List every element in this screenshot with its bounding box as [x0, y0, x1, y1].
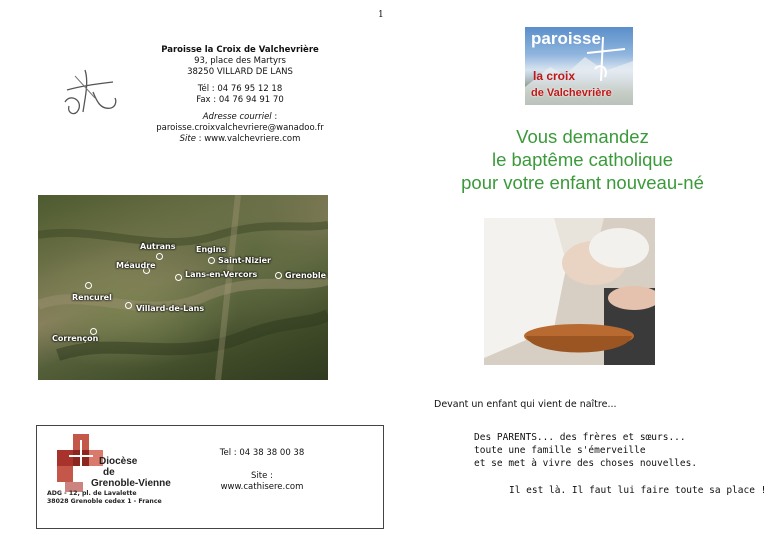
family-line-1: Des PARENTS... des frères et sœurs... [474, 432, 686, 443]
map-label-autrans: Autrans [140, 242, 176, 251]
logo-line-valchevriere: de Valchevrière [531, 87, 612, 99]
diocese-name [91, 456, 171, 489]
headline-line-1: Vous demandez [516, 126, 649, 147]
email-label: Adresse courriel [202, 112, 272, 122]
site-label: Site [179, 134, 196, 144]
parish-address-block [150, 45, 330, 145]
map-label-correncon: Corrençon [52, 334, 99, 343]
headline-line-3: pour votre enfant nouveau-né [461, 172, 704, 193]
diocese-name-line-2: de [103, 467, 115, 478]
diocese-site-label: Site : [251, 471, 273, 481]
family-line-3: et se met à vivre des choses nouvelles. [474, 458, 698, 469]
family-text [474, 431, 697, 470]
parish-email: paroisse.croixvalchevriere@wanadoo.fr [156, 123, 324, 133]
relief-texture [38, 195, 328, 380]
diocese-contact [207, 448, 317, 493]
diocese-site: www.cathisere.com [220, 482, 304, 492]
map-dot-saint-nizier [208, 257, 215, 264]
map-label-saint-nizier: Saint-Nizier [218, 256, 271, 265]
parish-fax: Fax : 04 76 94 91 70 [196, 95, 284, 105]
map-dot-autrans [156, 253, 163, 260]
headline-line-2: le baptême catholique [491, 149, 674, 170]
closing-text: Il est là. Il faut lui faire toute sa place ! [509, 485, 767, 496]
diocese-address [47, 490, 162, 506]
map-label-engins: Engins [196, 245, 227, 254]
parish-site: : www.valchevriere.com [195, 134, 301, 144]
map-dot-lans [175, 274, 182, 281]
parish-city: 38250 VILLARD DE LANS [187, 67, 293, 77]
map-label-villard: Villard-de-Lans [136, 304, 205, 313]
vercors-relief-map [38, 195, 328, 380]
email-suffix: : [271, 112, 278, 122]
baptism-photo [484, 218, 655, 365]
map-dot-grenoble [275, 272, 282, 279]
diocese-address-line-2: 38028 Grenoble cedex 1 - France [47, 498, 162, 505]
logo-line-croix: la croix [533, 69, 576, 83]
parish-logo [525, 27, 633, 105]
diocese-name-line-3: Grenoble-Vienne [91, 478, 171, 489]
map-dot-villard [125, 302, 132, 309]
family-line-2: toute une famille s'émerveille [474, 445, 646, 456]
parish-tel: Tél : 04 76 95 12 18 [197, 84, 283, 94]
parish-name: Paroisse la Croix de Valchevrière [161, 45, 319, 55]
diocese-tel: Tel : 04 38 38 00 38 [219, 448, 305, 458]
map-label-grenoble: Grenoble [285, 271, 327, 280]
diocese-name-line-1: Diocèse [99, 456, 138, 467]
page-number: 1 [378, 10, 384, 20]
map-label-rencurel: Rencurel [72, 293, 112, 302]
map-label-lans: Lans-en-Vercors [185, 270, 258, 279]
headline [420, 125, 745, 194]
map-dot-rencurel [85, 282, 92, 289]
cross-signature-icon [55, 62, 125, 120]
parish-street: 93, place des Martyrs [194, 56, 286, 66]
map-label-meaudre: Méaudre [116, 261, 156, 270]
diocese-box [36, 425, 384, 529]
diocese-address-line-1: ADG - 12, pl. de Lavalette [47, 490, 137, 497]
intro-text: Devant un enfant qui vient de naître... [434, 399, 617, 410]
baptism-scene [484, 218, 655, 365]
logo-line-paroisse: paroisse [531, 29, 601, 48]
